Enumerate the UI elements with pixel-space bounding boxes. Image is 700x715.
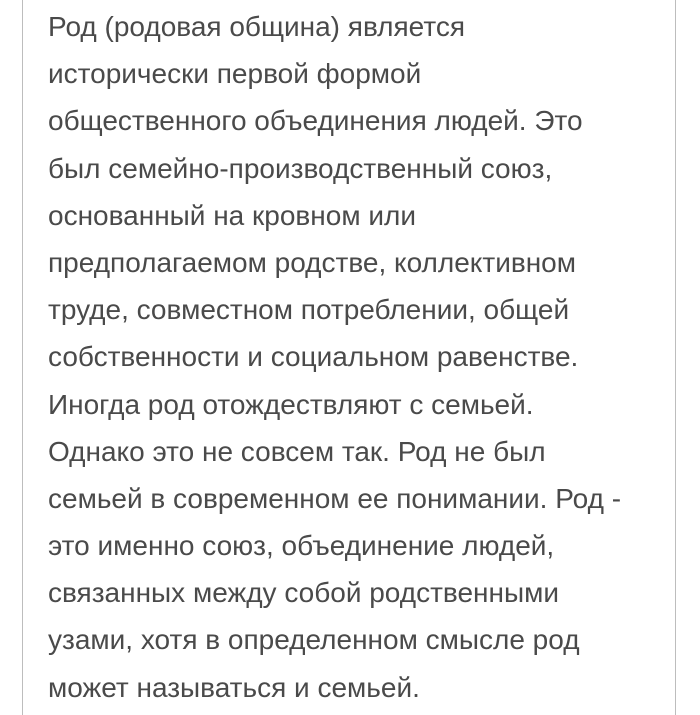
paragraph-line-2: исторически первой формой: [48, 58, 422, 90]
text-card: [22, 0, 676, 715]
paragraph-line-10: Однако это не совсем так. Род не был: [48, 435, 546, 467]
paragraph-line-15: может называться и семьей.: [48, 671, 420, 703]
paragraph-line-4: был семейно-производственный союз,: [48, 152, 553, 184]
paragraph-line-7: труде, совместном потреблении, общей: [48, 294, 570, 326]
paragraph-line-8: собственности и социальном равенстве.: [48, 341, 579, 373]
article-paragraph: [48, 3, 668, 711]
paragraph-line-5: основанный на кровном или: [48, 199, 416, 231]
paragraph-line-14: узами, хотя в определенном смысле род: [48, 624, 580, 656]
paragraph-line-12: это именно союз, объединение людей,: [48, 530, 555, 562]
paragraph-line-3: общественного объединения людей. Это: [48, 105, 583, 137]
paragraph-line-9: Иногда род отождествляют с семьей.: [48, 388, 534, 420]
paragraph-line-6: предполагаемом родстве, коллективном: [48, 246, 576, 278]
paragraph-line-1: Род (родовая община) является: [48, 11, 465, 42]
paragraph-line-11: семьей в современном ее понимании. Род -: [48, 482, 622, 514]
paragraph-line-13: связанных между собой родственными: [48, 577, 559, 609]
